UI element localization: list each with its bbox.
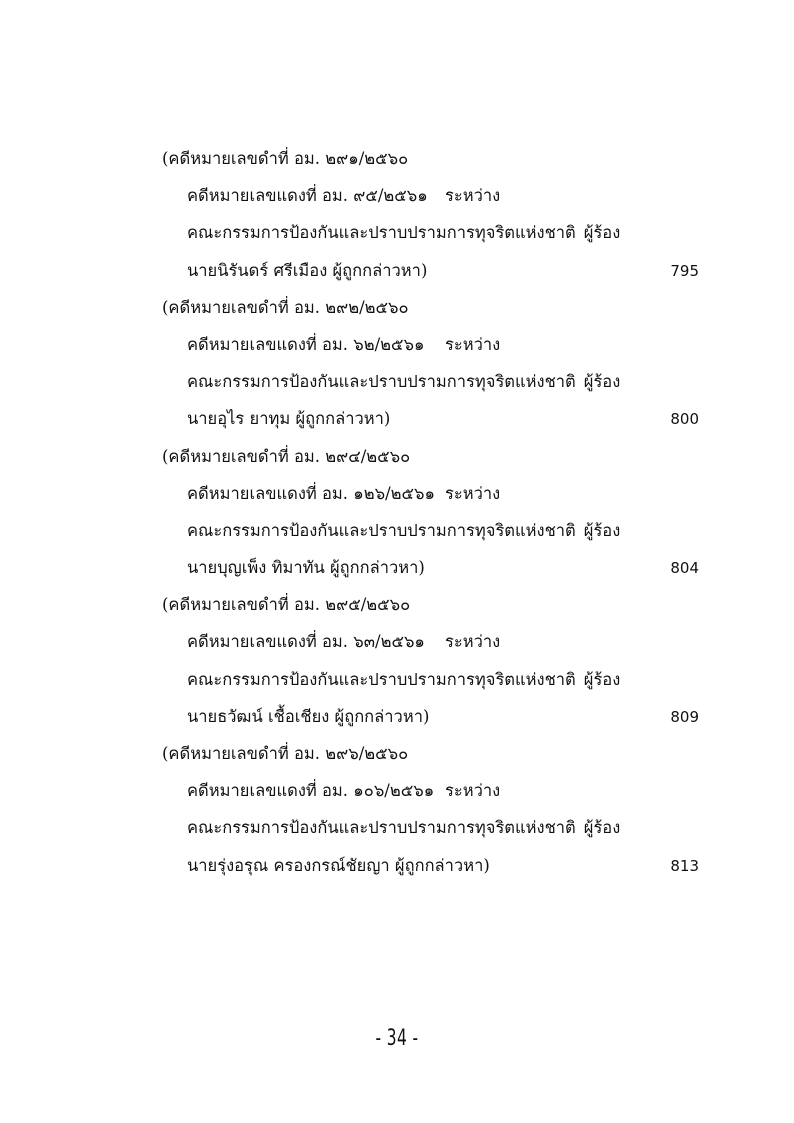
between-label: ระหว่าง [445, 334, 501, 354]
defendant-name: นายนิรันดร์ ศรีเมือง ผู้ถูกกล่าวหา) [187, 260, 428, 280]
between-label: ระหว่าง [445, 186, 501, 206]
red-case-number: คดีหมายเลขแดงที่ อม. ๑๒๖/๒๕๖๑ [187, 483, 435, 503]
plaintiff-line [162, 220, 702, 257]
plaintiff-role: ผู้ร้อง [583, 372, 621, 392]
case-index-list [162, 146, 702, 890]
red-case-number: คดีหมายเลขแดงที่ อม. ๖๓/๒๕๖๑ [187, 632, 425, 652]
red-case-line [162, 629, 702, 666]
case-entry [162, 146, 702, 295]
plaintiff-line [162, 518, 702, 555]
between-label: ระหว่าง [445, 483, 501, 503]
plaintiff-name: คณะกรรมการป้องกันและปราบปรามการทุจริตแห่งชาติ [187, 372, 576, 392]
defendant-line [162, 555, 702, 592]
page-reference: 804 [670, 559, 699, 578]
plaintiff-role: ผู้ร้อง [583, 223, 621, 243]
plaintiff-line [162, 815, 702, 852]
red-case-line [162, 778, 702, 815]
plaintiff-name: คณะกรรมการป้องกันและปราบปรามการทุจริตแห่งชาติ [187, 669, 576, 689]
plaintiff-line [162, 369, 702, 406]
defendant-name: นายอุไร ยาทุม ผู้ถูกกล่าวหา) [187, 409, 391, 429]
between-label: ระหว่าง [445, 781, 501, 801]
defendant-name: นายธวัฒน์ เชื้อเชียง ผู้ถูกกล่าวหา) [187, 706, 430, 726]
defendant-name: นายบุญเพ็ง ทิมาทัน ผู้ถูกกล่าวหา) [187, 558, 425, 578]
case-entry [162, 295, 702, 444]
plaintiff-name: คณะกรรมการป้องกันและปราบปรามการทุจริตแห่งชาติ [187, 520, 576, 540]
between-label: ระหว่าง [445, 632, 501, 652]
black-case-number: (คดีหมายเลขดำที่ อม. ๒๙๔/๒๕๖๐ [162, 446, 411, 466]
red-case-number: คดีหมายเลขแดงที่ อม. ๖๒/๒๕๖๑ [187, 334, 425, 354]
page-reference: 800 [670, 410, 699, 429]
defendant-name: นายรุ่งอรุณ ครองกรณ์ชัยญา ผู้ถูกกล่าวหา) [187, 855, 490, 875]
defendant-line [162, 406, 702, 443]
plaintiff-role: ผู้ร้อง [583, 520, 621, 540]
red-case-number: คดีหมายเลขแดงที่ อม. ๑๐๖/๒๕๖๑ [187, 781, 435, 801]
case-entry [162, 444, 702, 593]
defendant-line [162, 853, 702, 890]
plaintiff-line [162, 667, 702, 704]
defendant-line [162, 258, 702, 295]
red-case-number: คดีหมายเลขแดงที่ อม. ๙๕/๒๕๖๑ [187, 186, 428, 206]
case-entry [162, 592, 702, 741]
black-case-number: (คดีหมายเลขดำที่ อม. ๒๙๕/๒๕๖๐ [162, 595, 411, 615]
black-case-number: (คดีหมายเลขดำที่ อม. ๒๙๑/๒๕๖๐ [162, 149, 409, 168]
page-number: - 34 - [375, 1026, 419, 1051]
defendant-line [162, 704, 702, 741]
page-reference: 813 [670, 856, 699, 875]
black-case-number: (คดีหมายเลขดำที่ อม. ๒๙๖/๒๕๖๐ [162, 744, 409, 763]
plaintiff-name: คณะกรรมการป้องกันและปราบปรามการทุจริตแห่งชาติ [187, 818, 576, 838]
plaintiff-name: คณะกรรมการป้องกันและปราบปรามการทุจริตแห่งชาติ [187, 223, 576, 243]
plaintiff-role: ผู้ร้อง [583, 818, 621, 838]
red-case-line [162, 332, 702, 369]
black-case-number: (คดีหมายเลขดำที่ อม. ๒๙๒/๒๕๖๐ [162, 297, 409, 317]
page-reference: 795 [670, 261, 699, 280]
plaintiff-role: ผู้ร้อง [583, 669, 621, 689]
red-case-line [162, 481, 702, 518]
case-entry [162, 741, 702, 890]
red-case-line [162, 183, 702, 220]
page-reference: 809 [670, 707, 699, 726]
